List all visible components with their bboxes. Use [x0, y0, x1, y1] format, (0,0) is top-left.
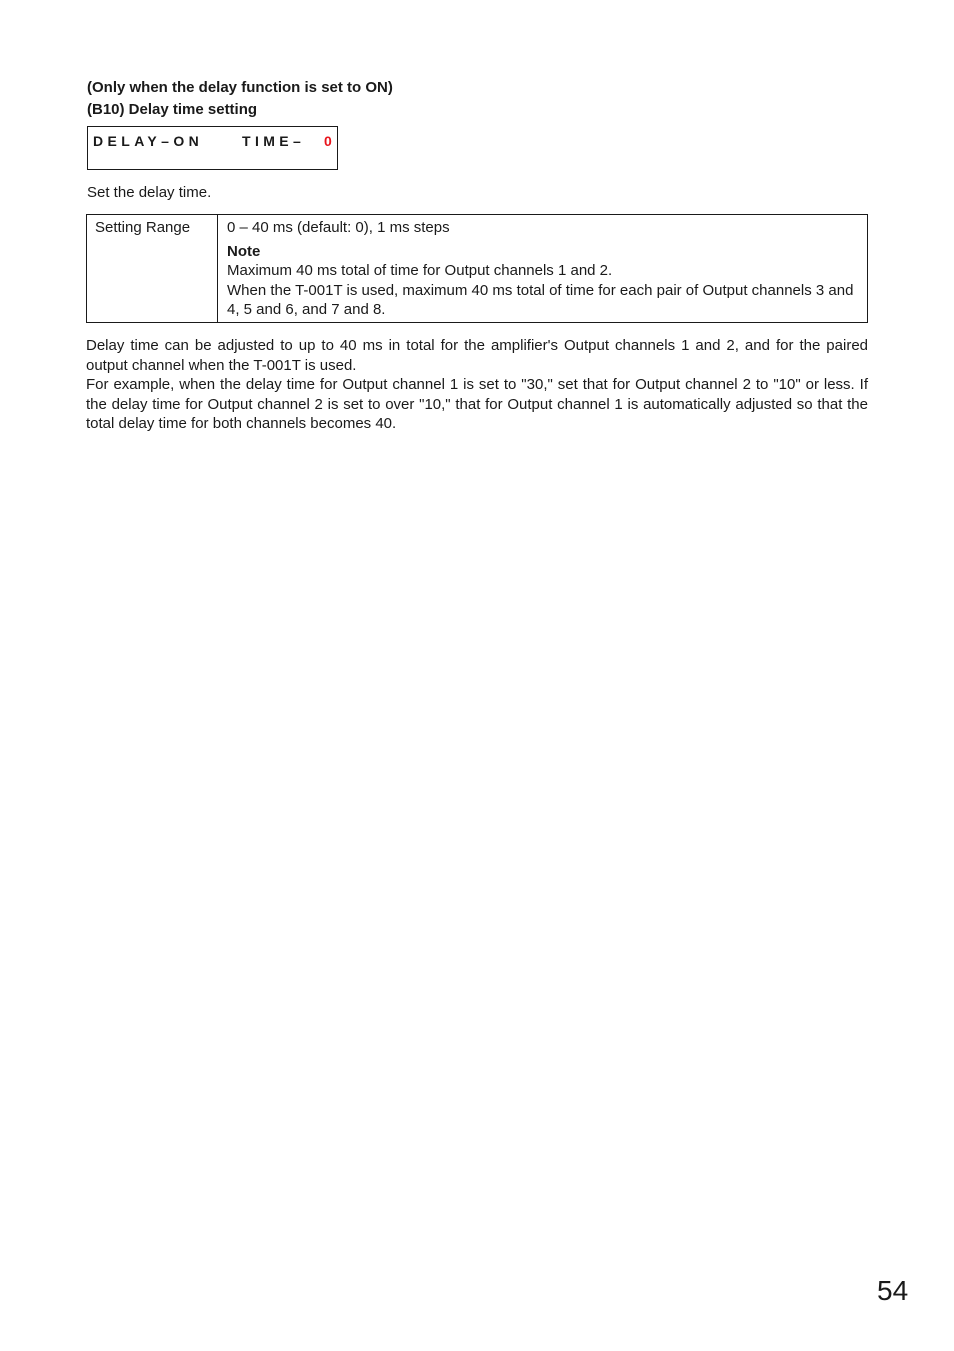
page-number: 54 [877, 1275, 909, 1306]
section-title: (B10) Delay time setting [87, 101, 258, 118]
lcd-display [87, 126, 338, 170]
intro-text: Set the delay time. [87, 184, 212, 201]
lcd-right-text: TIME– [242, 133, 306, 149]
body-paragraph: Delay time can be adjusted to up to 40 ms in total for the amplifier's Output channels 1 and 2, and for the paired output channel when the T-001T is used. [86, 337, 868, 374]
note-line: Maximum 40 ms total of time for Output channels 1 and 2. [227, 262, 613, 279]
table-row [87, 215, 868, 323]
lcd-value: 0 [324, 133, 332, 149]
section-condition: (Only when the delay function is set to ON) [87, 79, 393, 96]
note-title: Note [227, 242, 261, 260]
setting-range-label: Setting Range [87, 215, 218, 323]
body-paragraph: For example, when the delay time for Output channel 1 is set to "30," set that for Output channel 2 to "10" or less. If the delay time for Output channel 2 is set to over "10," that for Output channel 1 is automatically adjusted so that the total delay time for both channels becomes 40. [86, 376, 868, 432]
setting-range-table [86, 214, 868, 323]
setting-range-cell [218, 215, 868, 323]
setting-range-value: 0 – 40 ms (default: 0), 1 ms steps [227, 219, 450, 236]
note-line: When the T-001T is used, maximum 40 ms total of time for each pair of Output channels 3 and 4, 5 and 6, and 7 and 8. [227, 281, 854, 318]
lcd-left-text: DELAY–ON [93, 133, 204, 149]
